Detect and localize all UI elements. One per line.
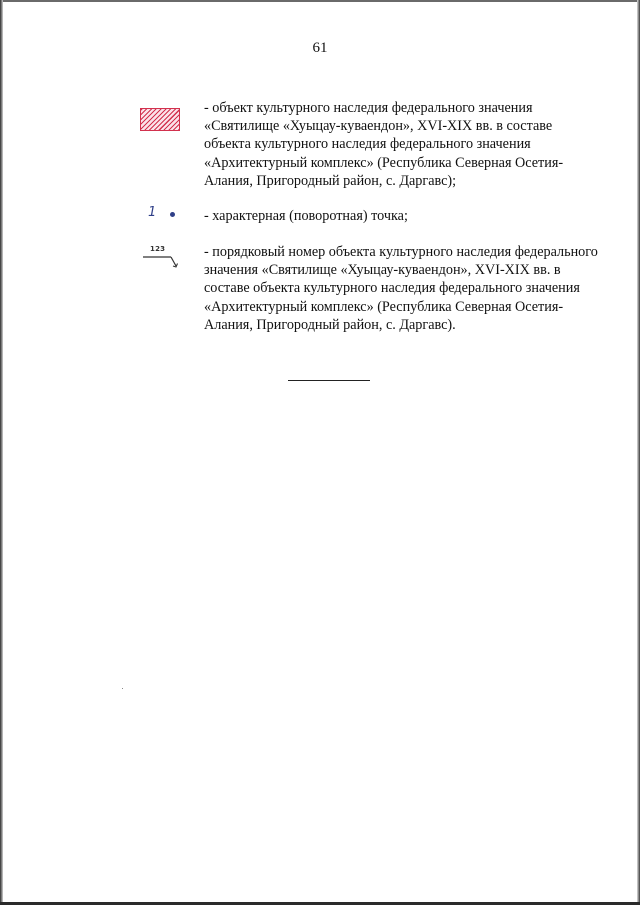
point-dot-icon xyxy=(170,212,175,217)
point-number-label: 1 xyxy=(148,205,157,220)
callout-leader-icon xyxy=(140,245,185,270)
legend-item-turning-point: - характерная (поворотная) точка; xyxy=(204,208,408,224)
scan-speck xyxy=(122,688,123,689)
callout-arrow-icon xyxy=(140,245,185,270)
end-separator-line xyxy=(288,380,370,381)
legend-item-object-number: - порядковый номер объекта культурного наследия федерального значения «Святилище «Хуыцау-куваендон», XVI-XIX вв. в составе объекта культурного наследия федерального значения «Архитектурный комплекс» (Республика Северная Осетия-Алания, Пригородный район, с. Даргавс). xyxy=(204,244,598,333)
hatched-area-symbol-icon xyxy=(140,108,180,131)
scan-border-top xyxy=(0,0,640,2)
legend-item-heritage-object: - объект культурного наследия федерального значения «Святилище «Хуыцау-куваендон», XVI-XIX вв. в составе объекта культурного наследия федерального значения «Архитектурный комплекс» (Республика Северная Осетия-Алания, Пригородный район, с. Даргавс); xyxy=(204,100,564,189)
scan-border-left xyxy=(0,0,3,905)
page-number: 61 xyxy=(312,40,328,56)
callout-number-label: 123 xyxy=(150,245,166,253)
